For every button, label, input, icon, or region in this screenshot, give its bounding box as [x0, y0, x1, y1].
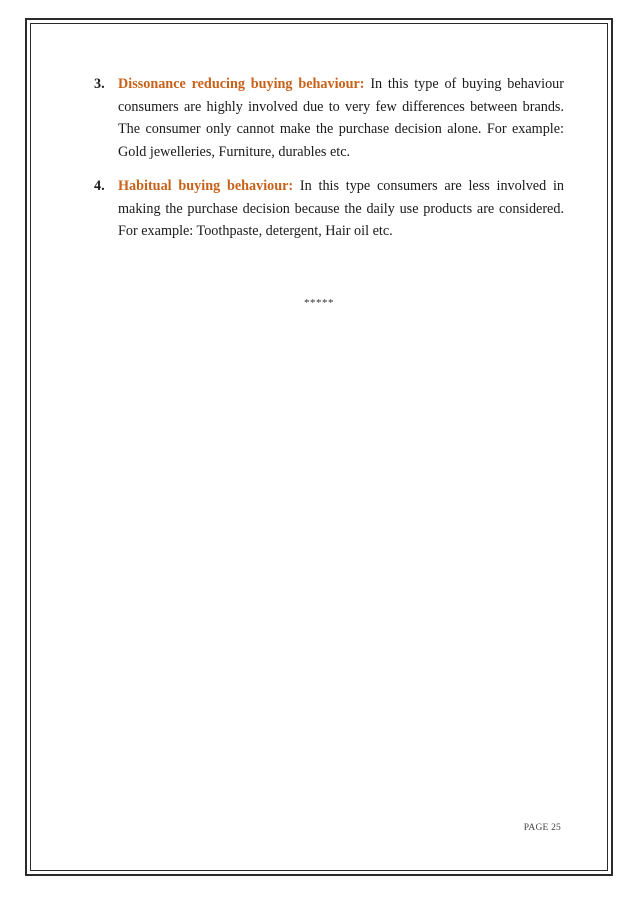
list-item-text: In this type of buying behaviour consumers are highly involved due to very few differences between brands. The consumer only cannot make the purchase decision alone. For example: Gold jewelleries, Furniture, durables etc. — [118, 76, 564, 160]
section-separator: ***** — [304, 297, 334, 309]
list-item-number: 3. — [94, 76, 105, 92]
list-item-habitual — [94, 175, 564, 243]
list-item-text: In this type consumers are less involved in making the purchase decision because the daily use products are considered. For example: Toothpaste, detergent, Hair oil etc. — [118, 178, 564, 239]
page-number: PAGE 25 — [523, 823, 561, 833]
list-item-dissonance — [94, 73, 564, 163]
list-item-heading: Dissonance reducing buying behaviour: — [118, 76, 365, 92]
page-content — [94, 73, 564, 255]
list-item-number: 4. — [94, 178, 105, 194]
list-item-heading: Habitual buying behaviour: — [118, 178, 294, 194]
